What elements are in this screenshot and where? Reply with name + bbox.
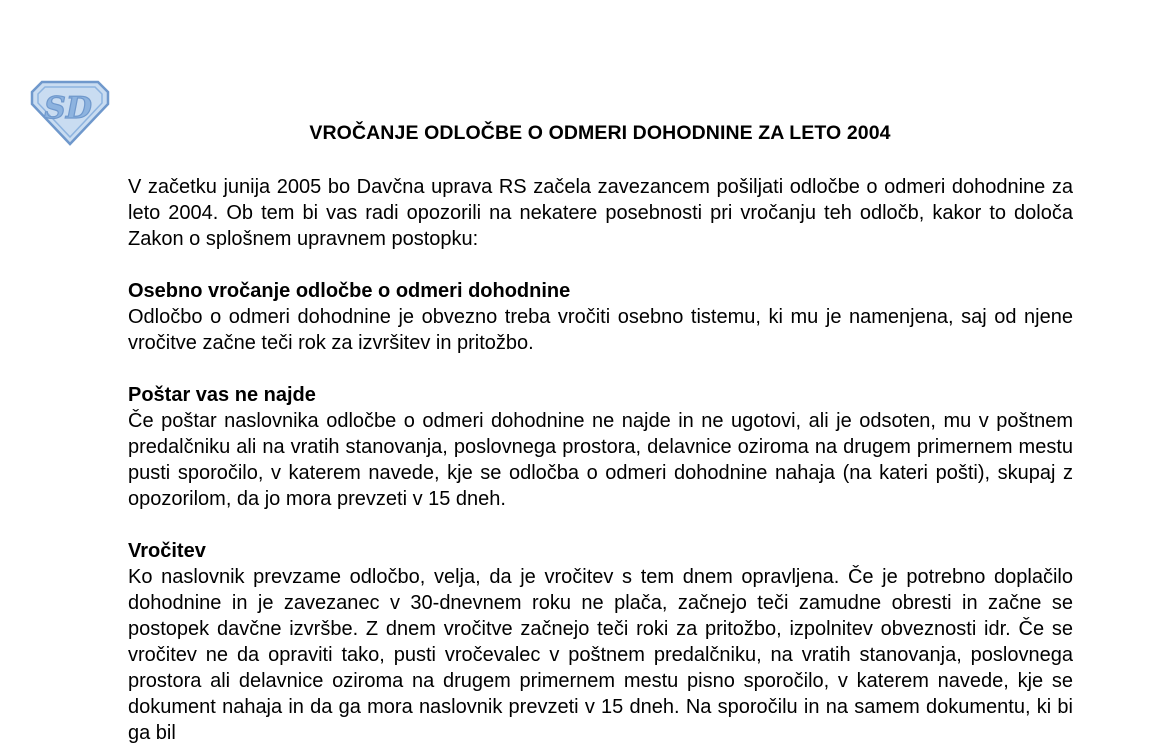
section-heading: Osebno vročanje odločbe o odmeri dohodnine bbox=[128, 280, 571, 302]
section-paragraph: Odločbo o odmeri dohodnine je obvezno treba vročiti osebno tistemu, ki mu je namenjena, saj od njene vročitve začne teči rok za izvršitev in pritožbo. bbox=[128, 306, 1073, 354]
document-body bbox=[128, 174, 1073, 743]
section-heading: Poštar vas ne najde bbox=[128, 384, 316, 406]
section-paragraph: Ko naslovnik prevzame odločbo, velja, da je vročitev s tem dnem opravljena. Če je potrebno doplačilo dohodnine in je zavezanec v 30-dnevnem roku ne plača, začnejo teči zamudne obresti in začne se postopek davčne izvršbe. Z dnem vročitve začnejo teči roki za pritožbo, izpolnitev obveznosti idr. Če se vročitev ne da opraviti tako, pusti vročevalec v poštnem predalčniku, na vratih stanovanja, poslovnega prostora ali delavnice oziroma na drugem primernem mestu pisno sporočilo, v katerem navede, kje se dokument nahaja in da ga mora naslovnik prevzeti v 15 dneh. Na sporočilu in na samem dokumentu, ki bi ga bil bbox=[128, 566, 1073, 743]
spacer bbox=[128, 512, 1073, 538]
spacer bbox=[128, 356, 1073, 382]
section-paragraph: Če poštar naslovnika odločbe o odmeri dohodnine ne najde in ne ugotovi, ali je odsoten, mu v poštnem predalčniku ali na vratih stanovanja, poslovnega prostora, delavnice oziroma na drugem primernem mestu pusti sporočilo, v katerem navede, kje se odločba o odmeri dohodnine nahaja (na kateri pošti), skupaj z opozorilom, da jo mora prevzeti v 15 dneh. bbox=[128, 410, 1073, 510]
intro-paragraph: V začetku junija 2005 bo Davčna uprava RS začela zavezancem pošiljati odločbe o odmeri dohodnine za leto 2004. Ob tem bi vas radi opozorili na nekatere posebnosti pri vročanju teh odločb, kakor to določa Zakon o splošnem upravnem postopku: bbox=[128, 176, 1073, 250]
spacer bbox=[128, 252, 1073, 278]
document-title: VROČANJE ODLOČBE O ODMERI DOHODNINE ZA LETO 2004 bbox=[309, 122, 891, 144]
section-heading: Vročitev bbox=[128, 540, 206, 562]
svg-text:SD: SD bbox=[44, 91, 92, 126]
